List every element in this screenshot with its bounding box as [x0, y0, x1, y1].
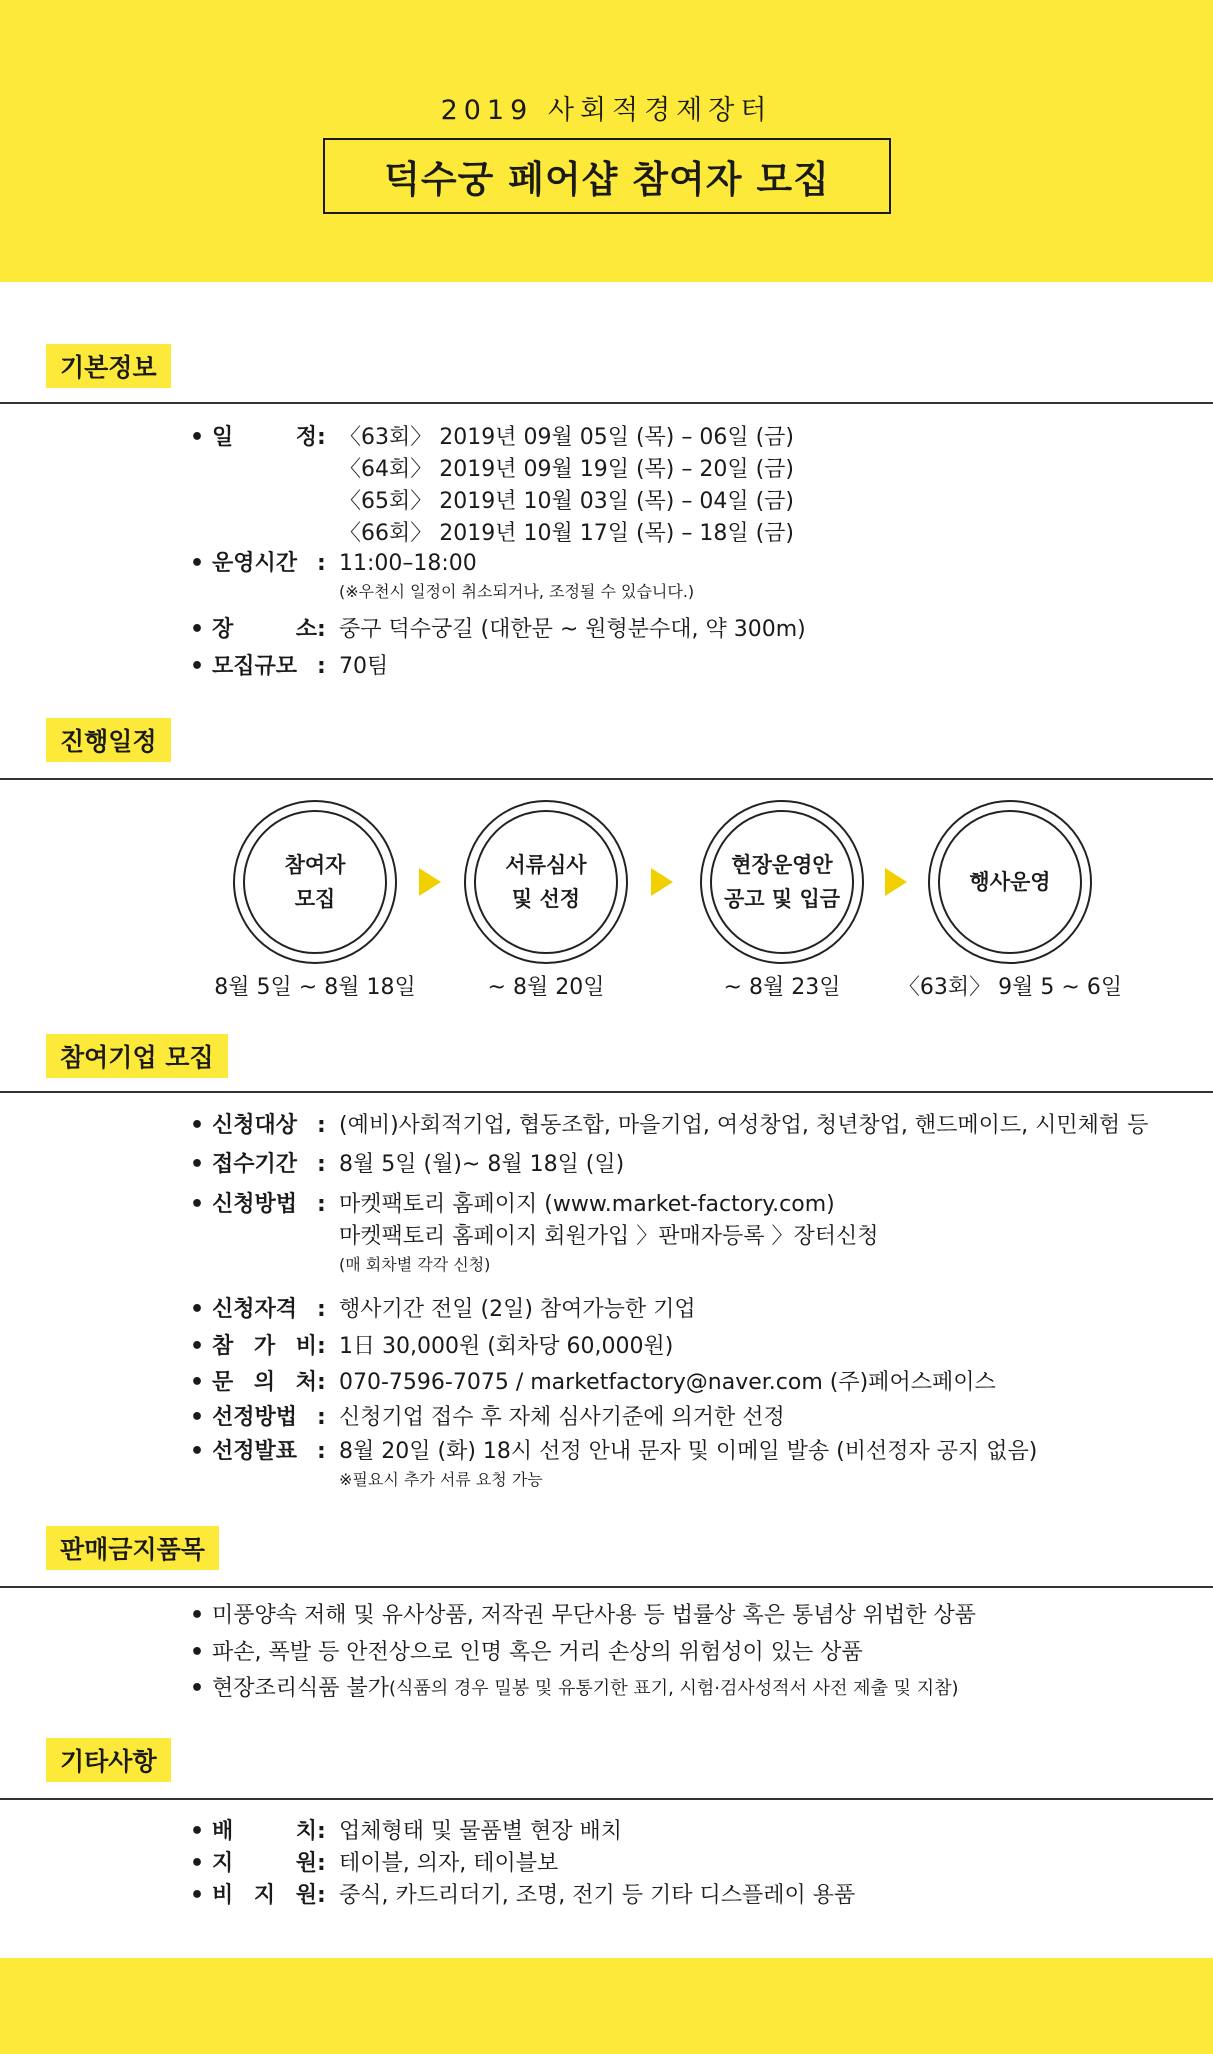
recruit-value: 8월 20일 (화) 18시 선정 안내 문자 및 이메일 발송 (비선정자 공지 없음) — [339, 1439, 1038, 1464]
bullet: • — [190, 1192, 205, 1217]
section-heading-basic: 기본정보 — [46, 344, 171, 388]
label-place: 장 소 — [212, 617, 317, 642]
step-date: ~ 8월 23일 — [723, 975, 841, 1000]
bullet: • — [190, 654, 205, 679]
recruit-label: 신청방법 — [212, 1192, 298, 1217]
step-label: 행사운영 — [938, 810, 1082, 954]
bullet: • — [190, 425, 205, 450]
arrow-right-icon — [419, 868, 441, 896]
section-heading-recruit: 참여기업 모집 — [46, 1034, 228, 1078]
bullet: • — [190, 617, 205, 642]
arrow-right-icon — [651, 868, 673, 896]
step-date: 8월 5일 ~ 8월 18일 — [214, 975, 416, 1000]
size-value: 70팀 — [339, 654, 389, 679]
section-heading-progress: 진행일정 — [46, 718, 171, 762]
recruit-label: 문 의 처 — [212, 1370, 317, 1395]
banned-text: 미풍양속 저해 및 유사상품, 저작권 무단사용 등 법률상 혹은 통념상 위법한 상품 — [212, 1603, 976, 1628]
section-heading-etc: 기타사항 — [46, 1738, 171, 1782]
banned-item — [190, 1673, 959, 1705]
banned-item — [190, 1600, 976, 1632]
section-divider — [0, 402, 1213, 404]
recruit-value: 신청기업 접수 후 자체 심사기준에 의거한 선정 — [339, 1405, 785, 1430]
bullet: • — [190, 1883, 205, 1908]
recruit-item: • 신청대상 : (예비)사회적기업, 협동조합, 마을기업, 여성창업, 청년창업, 핸드메이드, 시민체험 등 — [190, 1110, 1148, 1142]
recruit-value: (예비)사회적기업, 협동조합, 마을기업, 여성창업, 청년창업, 핸드메이드, 시민체험 등 — [339, 1113, 1149, 1138]
banned-item — [190, 1637, 863, 1669]
label-hours: 운영시간 — [212, 551, 298, 576]
recruit-item: • 접수기간 : 8월 5일 (월)~ 8월 18일 (일) — [190, 1149, 624, 1181]
bullet: • — [190, 1152, 205, 1177]
step-circle-recruit — [233, 800, 397, 964]
banned-text: 파손, 폭발 등 안전상으로 인명 혹은 거리 손상의 위험성이 있는 상품 — [212, 1640, 863, 1665]
section-divider — [0, 1798, 1213, 1800]
recruit-item: • 선정발표 : 8월 20일 (화) 18시 선정 안내 문자 및 이메일 발송 (비선정자 공지 없음) ※필요시 추가 서류 요청 가능 — [190, 1436, 1037, 1492]
event-subtitle: 2019 사회적경제장터 — [440, 95, 773, 126]
schedule-line: 〈64회〉 2019년 09월 19일 (목) – 20일 (금) — [339, 457, 795, 482]
recruit-note: (매 회차별 각각 신청) — [339, 1255, 491, 1274]
recruit-item: • 신청방법 : 마켓팩토리 홈페이지 (www.market-factory.com) 마켓팩토리 홈페이지 회원가입 〉판매자등록 〉장터신청 (매 회차별 각각 신청) — [190, 1189, 879, 1277]
etc-value: 테이블, 의자, 테이블보 — [339, 1851, 559, 1876]
etc-label: 지 원 — [212, 1851, 317, 1876]
recruit-item: • 신청자격 : 행사기간 전일 (2일) 참여가능한 기업 — [190, 1294, 696, 1326]
recruit-value: 행사기간 전일 (2일) 참여가능한 기업 — [339, 1297, 696, 1322]
banned-text: 현장조리식품 불가 — [212, 1676, 390, 1701]
step-date: 〈63회〉 9월 5 ~ 6일 — [897, 975, 1123, 1000]
section-divider — [0, 1586, 1213, 1588]
step-label: 서류심사 및 선정 — [474, 810, 618, 954]
step-circle-event — [928, 800, 1092, 964]
label-schedule: 일 정 — [212, 425, 317, 450]
step-label: 현장운영안 공고 및 입금 — [710, 810, 854, 954]
recruit-label: 신청대상 — [212, 1113, 298, 1138]
bullet: • — [190, 1439, 205, 1464]
etc-item: • 지 원 : 테이블, 의자, 테이블보 — [190, 1848, 558, 1880]
recruit-value: 070-7596-7075 / marketfactory@naver.com (주)페어스페이스 — [339, 1370, 996, 1395]
footer-band — [0, 1958, 1213, 2054]
bullet: • — [190, 1370, 205, 1395]
etc-label: 배 치 — [212, 1819, 317, 1844]
bullet: • — [190, 1640, 205, 1665]
bullet: • — [190, 1851, 205, 1876]
recruit-value: 마켓팩토리 홈페이지 회원가입 〉판매자등록 〉장터신청 — [339, 1224, 879, 1249]
recruit-note: ※필요시 추가 서류 요청 가능 — [339, 1470, 543, 1489]
recruit-item: • 참 가 비 : 1日 30,000원 (회차당 60,000원) — [190, 1331, 673, 1363]
bullet: • — [190, 1676, 205, 1701]
etc-label: 비 지 원 — [212, 1883, 317, 1908]
bullet: • — [190, 1603, 205, 1628]
hours-value: 11:00–18:00 — [339, 551, 477, 576]
recruit-label: 선정발표 — [212, 1439, 298, 1464]
step-circle-notice — [700, 800, 864, 964]
step-date: ~ 8월 20일 — [487, 975, 605, 1000]
page-title: 덕수궁 페어샵 참여자 모집 — [323, 138, 891, 214]
schedule-line: 〈66회〉 2019년 10월 17일 (목) – 18일 (금) — [339, 521, 795, 546]
recruit-label: 참 가 비 — [212, 1334, 317, 1359]
recruit-label: 선정방법 — [212, 1405, 298, 1430]
label-size: 모집규모 — [212, 654, 298, 679]
hours-note: (※우천시 일정이 취소되거나, 조정될 수 있습니다.) — [339, 582, 695, 601]
recruit-item: • 문 의 처 : 070-7596-7075 / marketfactory@naver.com (주)페어스페이스 — [190, 1367, 996, 1399]
banned-note: (식품의 경우 밀봉 및 유통기한 표기, 시험·검사성적서 사전 제출 및 지참) — [389, 1678, 959, 1699]
recruit-item: • 선정방법 : 신청기업 접수 후 자체 심사기준에 의거한 선정 — [190, 1402, 785, 1434]
section-divider — [0, 778, 1213, 780]
schedule-line: 〈63회〉 2019년 09월 05일 (목) – 06일 (금) — [339, 425, 795, 450]
etc-value: 중식, 카드리더기, 조명, 전기 등 기타 디스플레이 용품 — [339, 1883, 856, 1908]
info-size: • 모집규모 : 70팀 — [190, 651, 388, 683]
bullet: • — [190, 1334, 205, 1359]
schedule-lines — [339, 422, 794, 550]
section-heading-banned: 판매금지품목 — [46, 1526, 219, 1570]
recruit-label: 신청자격 — [212, 1297, 298, 1322]
bullet: • — [190, 1113, 205, 1138]
info-hours: • 운영시간 : 11:00–18:00 (※우천시 일정이 취소되거나, 조정될 수 있습니다.) — [190, 548, 694, 604]
schedule-line: 〈65회〉 2019년 10월 03일 (목) – 04일 (금) — [339, 489, 795, 514]
recruit-value: 8월 5일 (월)~ 8월 18일 (일) — [339, 1152, 625, 1177]
etc-value: 업체형태 및 물품별 현장 배치 — [339, 1819, 622, 1844]
bullet: • — [190, 551, 205, 576]
step-circle-review — [464, 800, 628, 964]
recruit-label: 접수기간 — [212, 1152, 298, 1177]
etc-item: • 비 지 원 : 중식, 카드리더기, 조명, 전기 등 기타 디스플레이 용품 — [190, 1880, 855, 1912]
section-divider — [0, 1091, 1213, 1093]
bullet: • — [190, 1297, 205, 1322]
recruit-value: 마켓팩토리 홈페이지 (www.market-factory.com) — [339, 1192, 835, 1217]
info-schedule: • 일 정 : 〈63회〉 2019년 09월 05일 (목) – 06일 (금) 〈64회〉 2019년 09월 19일 (목) – 20일 (금) 〈65회〉 2019년 10월 03일 (목) – 04일 (금) 〈66회〉 2019년 10월 17일 (목) – 18일 (금) — [190, 422, 794, 550]
bullet: • — [190, 1405, 205, 1430]
arrow-right-icon — [885, 868, 907, 896]
place-value: 중구 덕수궁길 (대한문 ~ 원형분수대, 약 300m) — [339, 617, 806, 642]
etc-item: • 배 치 : 업체형태 및 물품별 현장 배치 — [190, 1816, 622, 1848]
info-place: • 장 소 : 중구 덕수궁길 (대한문 ~ 원형분수대, 약 300m) — [190, 614, 806, 646]
step-label: 참여자 모집 — [243, 810, 387, 954]
bullet: • — [190, 1819, 205, 1844]
recruit-value: 1日 30,000원 (회차당 60,000원) — [339, 1334, 674, 1359]
